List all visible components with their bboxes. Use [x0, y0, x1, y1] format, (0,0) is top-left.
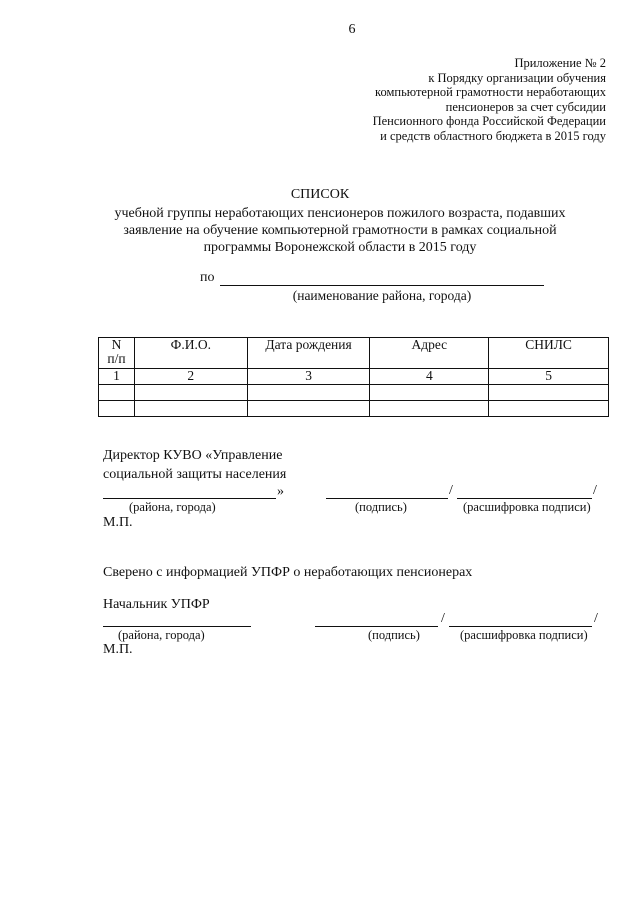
appendix-line: Пенсионного фонда Российской Федерации	[372, 114, 606, 129]
col-index: 5	[489, 369, 609, 385]
document-subtitle	[40, 205, 640, 256]
subtitle-line: учебной группы неработающих пенсионеров пожилого возраста, подавших	[114, 206, 566, 221]
appendix-line: и средств областного бюджета в 2015 году	[380, 128, 606, 143]
appendix-line: пенсионеров за счет субсидии	[445, 99, 606, 114]
upfr-district-field[interactable]	[103, 626, 251, 627]
subtitle-line: заявление на обучение компьютерной грамотности в рамках социальной	[123, 223, 557, 238]
director-stamp-label: М.П.	[103, 515, 133, 530]
director-title-line1: Директор КУВО «Управление	[103, 448, 283, 463]
appendix-line: к Порядку организации обучения	[428, 70, 606, 85]
upfr-decoding-field[interactable]	[449, 626, 592, 627]
col-index: 3	[247, 369, 370, 385]
upfr-district-caption: (района, города)	[118, 628, 205, 642]
table-number-row	[99, 369, 609, 385]
director-close-quote: »	[277, 484, 284, 499]
director-title-line2: социальной защиты населения	[103, 467, 287, 482]
table-cell[interactable]	[489, 401, 609, 417]
director-district-caption: (района, города)	[129, 500, 216, 514]
table-row	[99, 385, 609, 401]
table-cell[interactable]	[99, 401, 135, 417]
table-cell[interactable]	[370, 385, 489, 401]
table-header-row	[99, 338, 609, 369]
upfr-stamp-label: М.П.	[103, 642, 133, 657]
upfr-head-title: Начальник УПФР	[103, 597, 210, 612]
pensioner-table	[98, 337, 609, 417]
table-cell[interactable]	[247, 385, 370, 401]
table-cell[interactable]	[99, 385, 135, 401]
upfr-slash-end: /	[594, 611, 598, 626]
upfr-signature-caption: (подпись)	[368, 628, 420, 642]
col-birth-header: Дата рождения	[247, 338, 370, 369]
district-name-field[interactable]	[220, 285, 544, 286]
appendix-line: Приложение № 2	[514, 56, 606, 70]
col-number-line2: п/п	[107, 351, 126, 366]
director-district-field[interactable]	[103, 498, 276, 499]
subtitle-line: программы Воронежской области в 2015 году	[203, 240, 477, 255]
col-index: 4	[370, 369, 489, 385]
po-label: по	[200, 270, 215, 285]
col-address-header: Адрес	[370, 338, 489, 369]
table-cell[interactable]	[134, 385, 247, 401]
district-name-caption: (наименование района, города)	[292, 288, 472, 303]
verified-statement: Сверено с информацией УПФР о неработающих пенсионерах	[103, 565, 473, 580]
upfr-signature-field[interactable]	[315, 626, 438, 627]
director-slash: /	[449, 483, 453, 498]
director-decoding-caption: (расшифровка подписи)	[463, 500, 591, 514]
appendix-line: компьютерной грамотности неработающих	[375, 85, 606, 100]
director-signature-caption: (подпись)	[355, 500, 407, 514]
director-slash-end: /	[593, 483, 597, 498]
table-cell[interactable]	[370, 401, 489, 417]
col-snils-header: СНИЛС	[489, 338, 609, 369]
col-number-header	[99, 338, 135, 369]
director-decoding-field[interactable]	[457, 498, 592, 499]
table-cell[interactable]	[247, 401, 370, 417]
col-number-line1: N	[111, 337, 122, 352]
page-number: 6	[348, 22, 356, 37]
appendix-header	[373, 56, 606, 144]
table-cell[interactable]	[489, 385, 609, 401]
table-row	[99, 401, 609, 417]
document-title: СПИСОК	[290, 187, 350, 202]
col-fio-header: Ф.И.О.	[134, 338, 247, 369]
col-index: 1	[99, 369, 135, 385]
upfr-decoding-caption: (расшифровка подписи)	[460, 628, 588, 642]
director-signature-field[interactable]	[326, 498, 448, 499]
col-index: 2	[134, 369, 247, 385]
table-cell[interactable]	[134, 401, 247, 417]
upfr-slash: /	[441, 611, 445, 626]
